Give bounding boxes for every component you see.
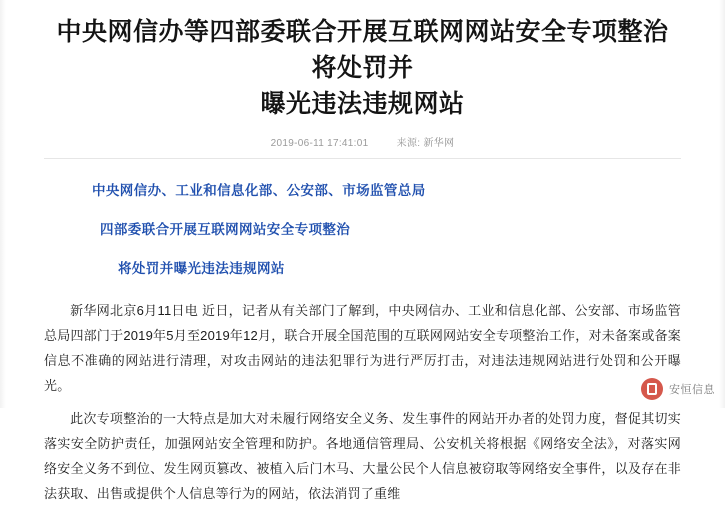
source-name[interactable]: 新华网 bbox=[423, 138, 455, 149]
headline-line-1: 中央网信办等四部委联合开展互联网网站安全专项整治 将处罚并 bbox=[56, 18, 669, 82]
watermark-badge bbox=[641, 378, 715, 400]
article-body bbox=[44, 298, 681, 506]
article-timestamp: 2019-06-11 17:41:01 bbox=[270, 138, 369, 149]
shield-logo-icon bbox=[641, 378, 663, 400]
subheading-block bbox=[44, 181, 681, 278]
subheading-3: 将处罚并曝光违法违规网站 bbox=[118, 261, 285, 276]
headline-line-2: 曝光违法违规网站 bbox=[260, 90, 465, 118]
subheading-2: 四部委联合开展互联网网站安全专项整治 bbox=[100, 222, 351, 237]
paragraph-1-text: 新华网北京6月11日电 近日，记者从有关部门了解到，中央网信办、工业和信息化部、公安部、市场监管总局四部门于2019年5月至2019年12月，联合开展全国范围的互联网网站安全专项整治工作，对未备案或备案信息不准确的网站进行清理，对攻击网站的违法犯罪行为进行严厉打击，对违法违规网站进行处罚和公开曝光。 bbox=[44, 303, 681, 393]
meta-divider bbox=[44, 158, 681, 159]
paragraph-1 bbox=[44, 298, 681, 398]
watermark-text: 安恒信息 bbox=[669, 384, 715, 396]
subheading-1: 中央网信办、工业和信息化部、公安部、市场监管总局 bbox=[92, 183, 426, 198]
page-right-edge bbox=[719, 0, 725, 408]
article-meta bbox=[44, 134, 681, 149]
page-title bbox=[44, 0, 681, 122]
source-label: 来源: bbox=[396, 138, 421, 149]
page-left-edge bbox=[0, 0, 6, 408]
paragraph-2-text: 此次专项整治的一大特点是加大对未履行网络安全义务、发生事件的网站开办者的处罚力度，督促其切实落实安全防护责任，加强网站安全管理和防护。各地通信管理局、公安机关将根据《网络安全法》，对落实网络安全义务不到位、发生网页篡改、被植入后门木马、大量公民个人信息被窃取等网络安全事件，以及存在非法获取、出售或提供个人信息等行为的网站，依法消罚了重维 bbox=[44, 411, 681, 501]
paragraph-2 bbox=[44, 406, 681, 506]
